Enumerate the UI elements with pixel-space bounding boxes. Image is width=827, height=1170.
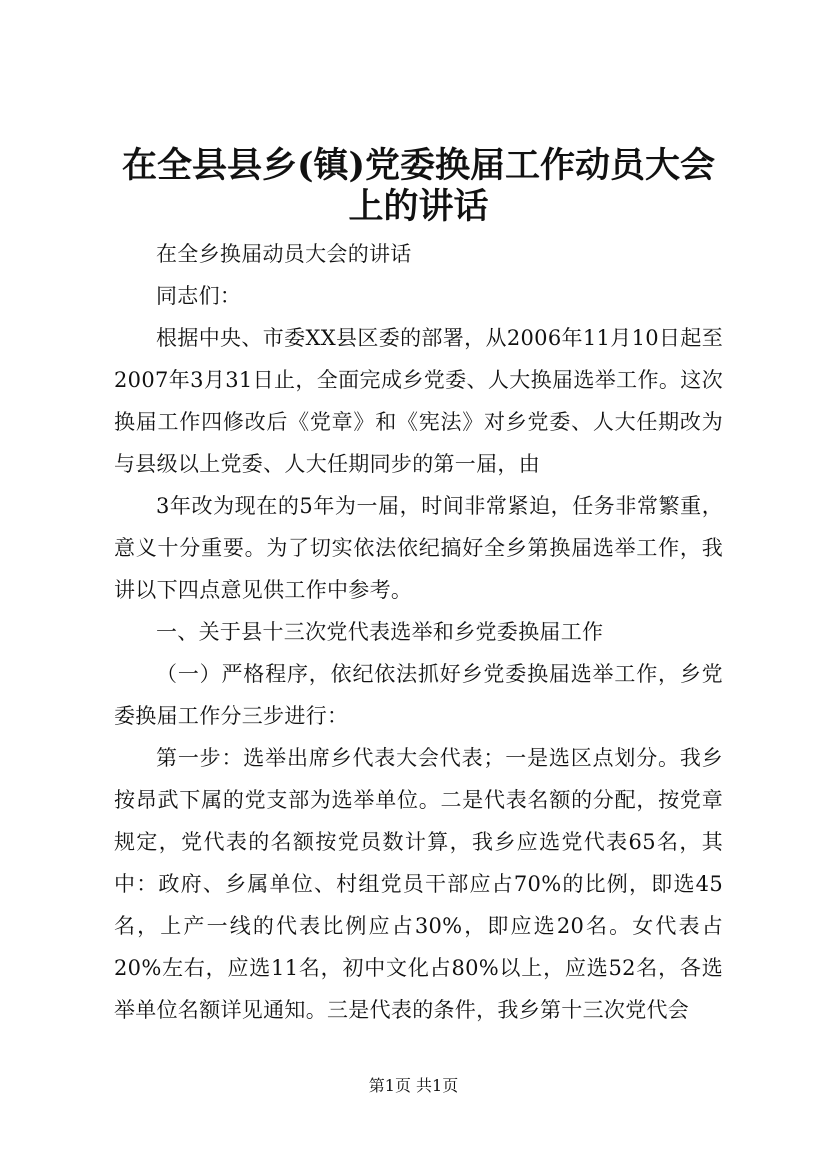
paragraph-subtitle: 在全乡换届动员大会的讲话 [156,242,412,266]
section-heading: 一、关于县十三次党代表选举和乡党委换届工作 [156,620,604,644]
document-title: 在全县县乡(镇)党委换届工作动员大会上的讲话 [121,145,716,227]
paragraph: （一）严格程序，依纪依法抓好乡党委换届选举工作，乡党委换届工作分三步进行： [114,662,723,728]
document-body [114,233,723,1031]
paragraph: 第一步：选举出席乡代表大会代表；一是选区点划分。我乡按昂武下属的党支部为选举单位。二是代表名额的分配，按党章规定，党代表的名额按党员数计算，我乡应选党代表65名，其中：政府、乡属单位、村组党员干部应占70%的比例，即选45名，上产一线的代表比例应占30%，即应选20名。女代表占20%左右，应选11名，初中文化占80%以上，应选52名，各选举单位名额详见通知。三是代表的条件，我乡第十三次党代会 [114,746,723,1022]
paragraph-salutation: 同志们： [156,284,242,308]
page-footer: 第1页 共1页 [368,1076,459,1095]
paragraph: 3年改为现在的5年为一届，时间非常紧迫，任务非常繁重，意义十分重要。为了切实依法依纪搞好全乡第换届选举工作，我讲以下四点意见供工作中参考。 [114,494,723,602]
paragraph: 根据中央、市委XX县区委的部署，从2006年11月10日起至2007年3月31日止，全面完成乡党委、人大换届选举工作。这次换届工作四修改后《党章》和《宪法》对乡党委、人大任期改为与县级以上党委、人大任期同步的第一届，由 [114,326,723,476]
